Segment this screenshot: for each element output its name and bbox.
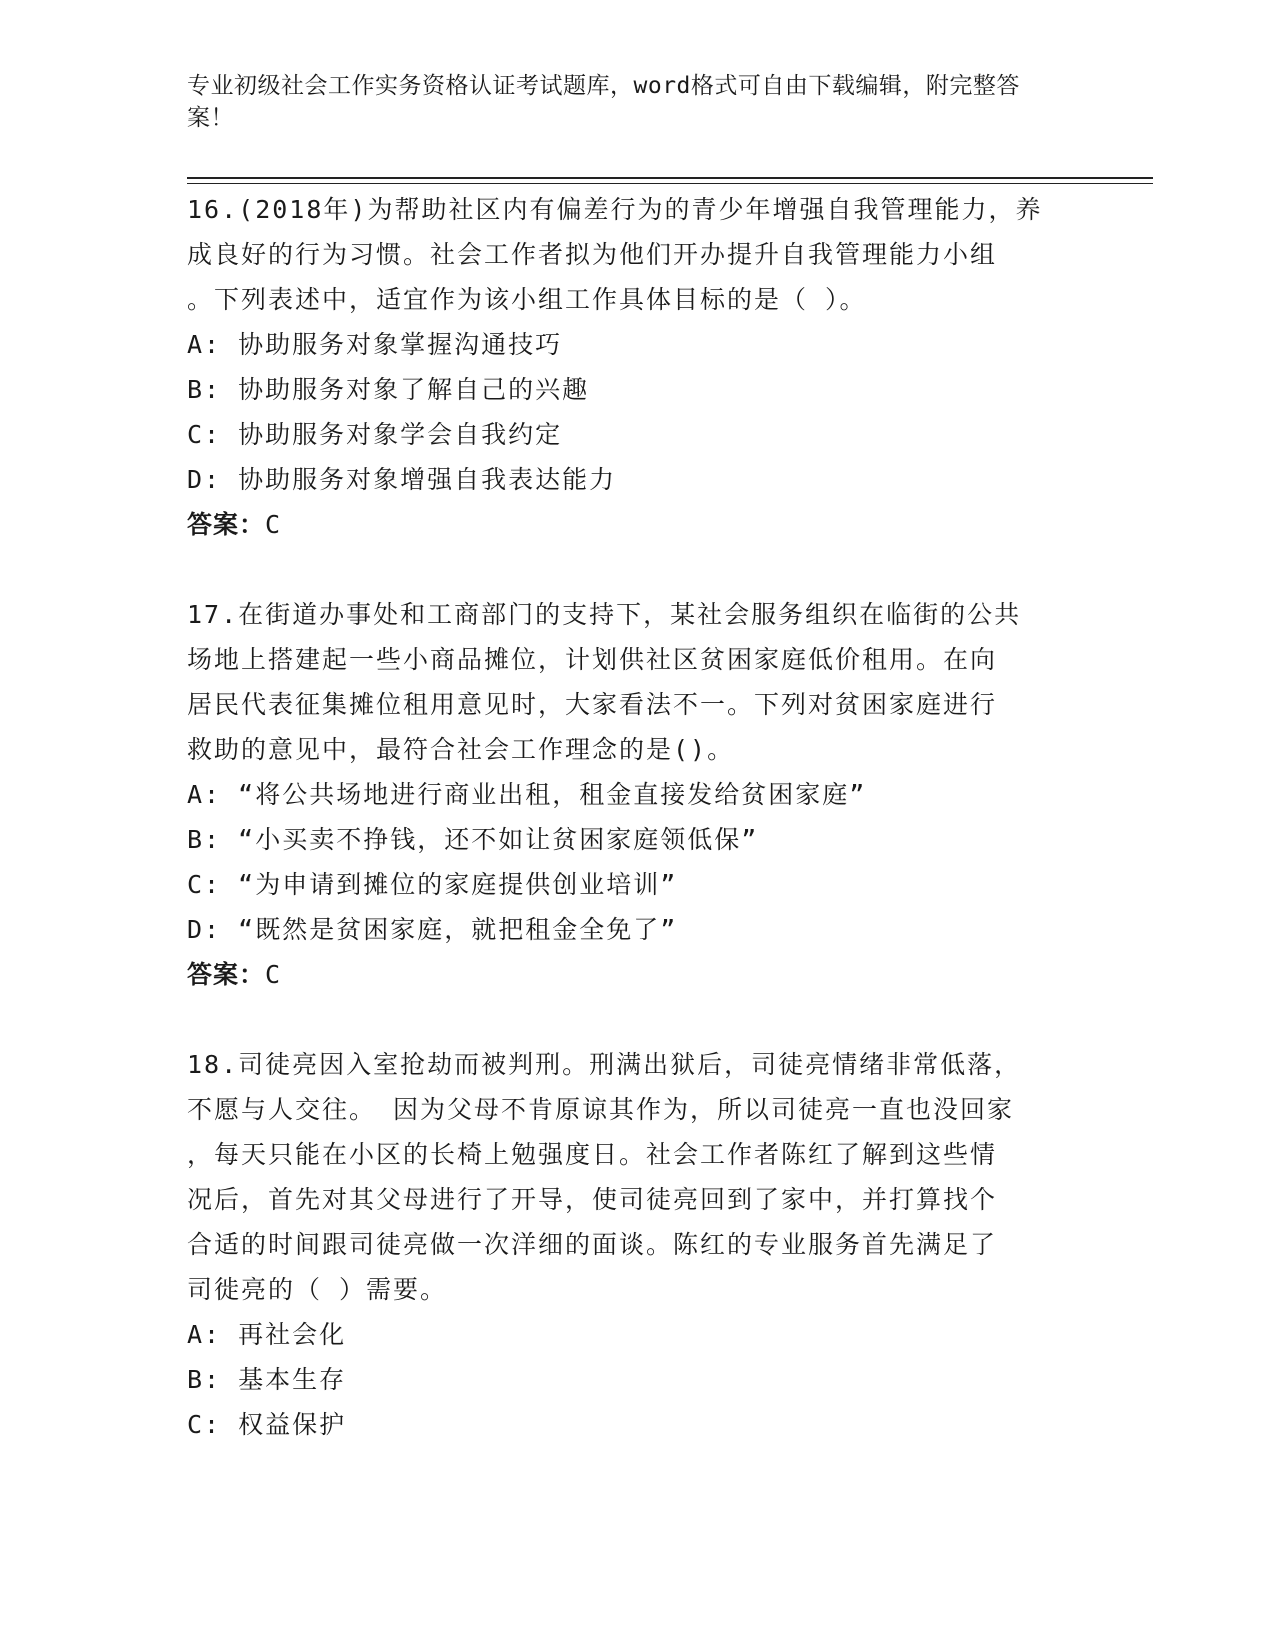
answer-line: [187, 952, 1087, 997]
question-stem-line: 况后，首先对其父母进行了开导，使司徒亮回到了家中，并打算找个: [187, 1185, 998, 1214]
answer-line: [187, 502, 1087, 547]
question-stem-line: 合适的时间跟司徒亮做一次洋细的面谈。陈红的专业服务首先满足了: [187, 1230, 998, 1259]
header-divider-thin: [187, 183, 1153, 184]
question-stem-line: 。下列表述中，适宜作为该小组工作具体目标的是（ ）。: [187, 285, 867, 314]
option-c: C: “为申请到摊位的家庭提供创业培训”: [187, 870, 678, 899]
option-b: B: “小买卖不挣钱，还不如让贫困家庭领低保”: [187, 825, 759, 854]
header-divider-thick: [187, 177, 1153, 179]
option-d: D: “既然是贫困家庭，就把租金全免了”: [187, 915, 678, 944]
question-stem-line: 救助的意见中，最符合社会工作理念的是()。: [187, 735, 735, 764]
option-c: C: 权益保护: [187, 1410, 347, 1439]
question-17: [187, 592, 1087, 997]
question-spacer: [187, 997, 1087, 1042]
option-a: A: 再社会化: [187, 1320, 347, 1349]
question-stem-line: 司徙亮的（ ）需要。: [187, 1275, 448, 1304]
question-stem-line: 成良好的行为习惯。社会工作者拟为他们开办提升自我管理能力小组: [187, 240, 998, 269]
option-b: B: 基本生存: [187, 1365, 347, 1394]
question-stem-line: 不愿与人交往。 因为父母不肯原谅其作为，所以司徒亮一直也没回家: [187, 1095, 1015, 1124]
question-stem-line: 18.司徒亮因入室抢劫而被判刑。刑满出狱后，司徒亮情绪非常低落，: [187, 1050, 1022, 1079]
question-stem-line: ，每天只能在小区的长椅上勉强度日。社会工作者陈红了解到这些情: [187, 1140, 998, 1169]
question-stem-line: 场地上搭建起一些小商品摊位，计划供社区贫困家庭低价租用。在向: [187, 645, 998, 674]
question-spacer: [187, 547, 1087, 592]
question-16: [187, 187, 1087, 547]
option-a: A: “将公共场地进行商业出租，租金直接发给贫困家庭”: [187, 780, 867, 809]
document-header: 专业初级社会工作实务资格认证考试题库，word格式可自由下载编辑，附完整答案！: [187, 73, 1020, 131]
option-d: D: 协助服务对象增强自我表达能力: [187, 465, 617, 494]
question-list: [187, 187, 1087, 1447]
answer-label: 答案：: [187, 510, 266, 539]
option-c: C: 协助服务对象学会自我约定: [187, 420, 563, 449]
question-stem-line: 16.(2018年)为帮助社区内有偏差行为的青少年增强自我管理能力，养: [187, 195, 1043, 224]
answer-label: 答案：: [187, 960, 266, 989]
option-b: B: 协助服务对象了解自己的兴趣: [187, 375, 590, 404]
answer-value: C: [265, 960, 282, 989]
answer-value: C: [265, 510, 282, 539]
option-a: A: 协助服务对象掌握沟通技巧: [187, 330, 563, 359]
question-stem-line: 17.在街道办事处和工商部门的支持下，某社会服务组织在临街的公共: [187, 600, 1022, 629]
question-stem-line: 居民代表征集摊位租用意见时，大家看法不一。下列对贫困家庭进行: [187, 690, 998, 719]
question-18: [187, 1042, 1087, 1447]
